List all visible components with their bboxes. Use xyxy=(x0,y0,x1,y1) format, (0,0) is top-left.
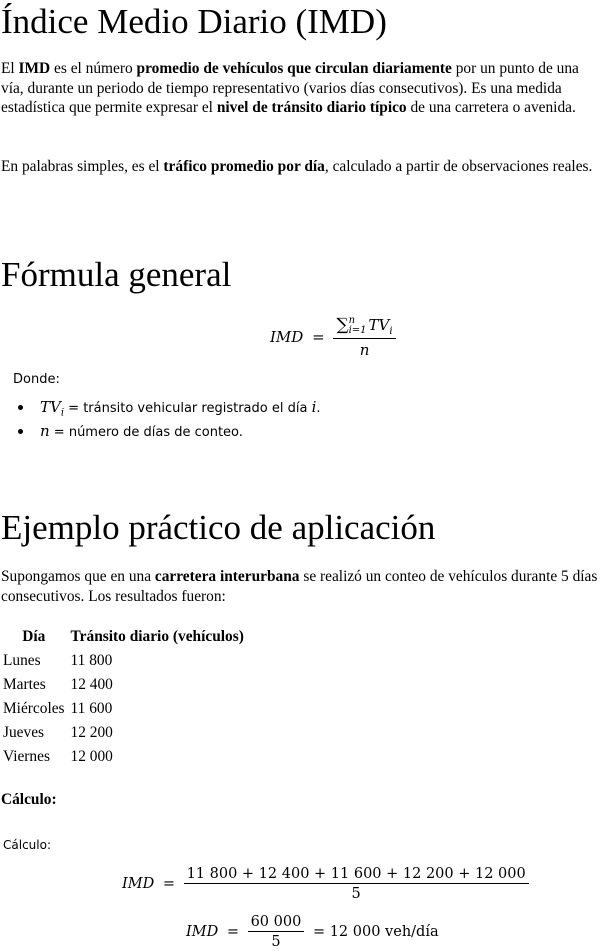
table-row xyxy=(1,649,248,673)
formula-equals: = xyxy=(312,328,325,346)
table-cell-day: Miércoles xyxy=(3,700,65,717)
text-run: Supongamos que en una xyxy=(1,568,155,585)
table-row xyxy=(1,721,248,745)
traffic-table xyxy=(1,625,248,769)
formula-denominator: n xyxy=(359,341,370,359)
text-run: se realizó un conteo de vehículos durante 5 días consecutivos. Los resultados fueron: xyxy=(1,568,598,605)
example-heading: Ejemplo práctico de aplicación xyxy=(1,508,436,547)
definition-tv xyxy=(13,395,573,419)
table-cell-traffic: 12 000 xyxy=(70,748,113,765)
bold-text: nivel de tránsito diario típico xyxy=(216,99,407,116)
sum-term-subscript: i xyxy=(389,326,393,337)
intro-paragraph-1 xyxy=(1,59,599,118)
sum-symbol: ∑ xyxy=(336,315,349,335)
table-cell-day: Jueves xyxy=(3,724,45,741)
table-cell-day: Viernes xyxy=(3,748,50,765)
definition-tail-symbol: i xyxy=(311,398,317,416)
definition-n xyxy=(13,419,573,443)
table-cell-traffic: 11 800 xyxy=(70,652,113,669)
page-title: Índice Medio Diario (IMD) xyxy=(1,2,387,41)
table-row xyxy=(1,697,248,721)
calc2-result: = 12 000 veh/día xyxy=(312,924,439,940)
calc2-denominator: 5 xyxy=(271,934,281,950)
calc1-denominator: 5 xyxy=(351,886,361,902)
calc-label-sans: Cálculo: xyxy=(3,838,51,852)
definition-text: = número de días de conteo. xyxy=(49,425,243,440)
bold-text: carretera interurbana xyxy=(154,568,300,585)
calc2-equals: = xyxy=(226,924,239,940)
table-header-row xyxy=(1,625,248,649)
calc-formula-sum xyxy=(122,866,529,902)
calc-formula-result xyxy=(186,914,439,950)
intro-paragraph-2 xyxy=(1,157,599,177)
calc-label: Cálculo: xyxy=(1,791,57,808)
bold-text: promedio de vehículos que circulan diariamente xyxy=(136,60,452,77)
bullet-icon xyxy=(18,405,23,410)
calc1-lhs: IMD xyxy=(122,876,155,892)
bold-text: tráfico promedio por día xyxy=(163,158,325,175)
table-cell-traffic: 12 200 xyxy=(70,724,113,741)
text-run: de una carretera o avenida. xyxy=(406,99,576,116)
text-run: es el número xyxy=(50,60,137,77)
table-header-traffic: Tránsito diario (vehículos) xyxy=(70,628,244,645)
calc2-numerator: 60 000 xyxy=(248,914,305,932)
table-cell-day: Martes xyxy=(3,676,46,693)
text-run: El xyxy=(1,60,19,77)
example-intro xyxy=(1,567,599,606)
calc1-equals: = xyxy=(162,876,175,892)
bold-text: IMD xyxy=(18,60,51,77)
bullet-icon xyxy=(18,429,23,434)
table-cell-traffic: 11 600 xyxy=(70,700,113,717)
formula-heading: Fórmula general xyxy=(1,255,232,294)
table-cell-traffic: 12 400 xyxy=(70,676,113,693)
definitions-list xyxy=(13,395,573,443)
calc1-numerator: 11 800 + 12 400 + 11 600 + 12 200 + 12 000 xyxy=(184,866,529,884)
table-row xyxy=(1,673,248,697)
general-formula xyxy=(270,315,396,359)
text-run: En palabras simples, es el xyxy=(1,158,164,175)
sum-term: TV xyxy=(368,316,390,334)
definition-subscript: i xyxy=(60,407,65,419)
table-row xyxy=(1,745,248,769)
calc2-lhs: IMD xyxy=(186,924,219,940)
table-cell-day: Lunes xyxy=(3,652,41,669)
calc1-fraction xyxy=(184,866,529,902)
sum-upper-limit: n xyxy=(348,315,356,326)
formula-fraction xyxy=(333,315,395,359)
formula-numerator xyxy=(333,315,395,339)
definition-tail: . xyxy=(316,401,321,416)
definition-text: = tránsito vehicular registrado el día xyxy=(64,401,312,416)
donde-label: Donde: xyxy=(13,372,60,387)
text-run: por un punto de una vía, durante un periodo de tiempo representativo (varios días consecutivos). Es una medida estadística que permite expresar el xyxy=(1,60,579,116)
formula-lhs: IMD xyxy=(270,328,304,346)
calc2-fraction xyxy=(248,914,305,950)
text-run: , calculado a partir de observaciones reales. xyxy=(324,158,593,175)
sum-lower-limit: i=1 xyxy=(348,325,367,336)
definition-symbol: n xyxy=(40,422,50,440)
definition-symbol: TV xyxy=(40,398,61,416)
table-header-day: Día xyxy=(22,628,46,645)
